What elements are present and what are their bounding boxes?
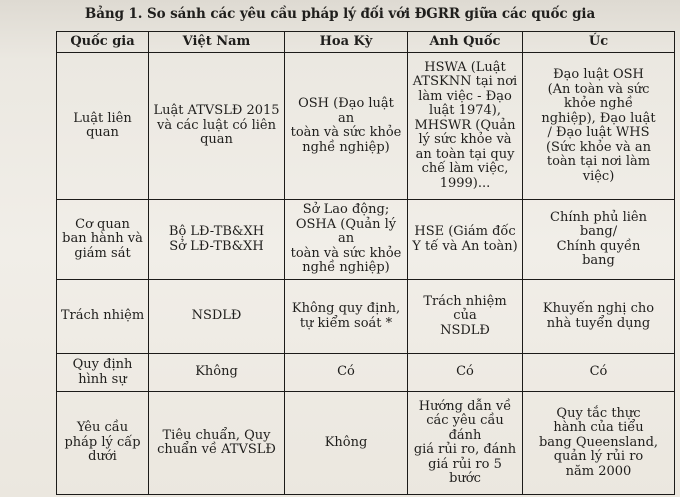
table-caption: Bảng 1. So sánh các yêu cầu pháp lý đối với ĐGRR giữa các quốc gia <box>84 6 596 22</box>
table-cell: HSWA (Luật ATSKNN tại nơi làm việc - Đạo luật 1974), MHSWR (Quản lý sức khỏe và an toàn tại quy chế làm việc, 1999)... <box>408 53 523 200</box>
table-cell: HSE (Giám đốc Y tế và An toàn) <box>408 200 523 280</box>
table-cell: Chính phủ liên bang/ Chính quyền bang <box>523 200 675 280</box>
table-header-row <box>57 32 675 53</box>
table-cell: Khuyến nghị cho nhà tuyển dụng <box>523 280 675 354</box>
table-cell: Bộ LĐ-TB&XH Sở LĐ-TB&XH <box>149 200 285 280</box>
table-cell: Có <box>523 354 675 392</box>
table-row <box>57 354 675 392</box>
table-cell: Sở Lao động; OSHA (Quản lý an toàn và sức khỏe nghề nghiệp) <box>285 200 408 280</box>
table-cell: Quy tắc thực hành của tiểu bang Queensland, quản lý rủi ro năm 2000 <box>523 392 675 495</box>
table-row <box>57 53 675 200</box>
header-country: Quốc gia <box>57 32 149 53</box>
table-cell: NSDLĐ <box>149 280 285 354</box>
table-cell: Tiêu chuẩn, Quy chuẩn về ATVSLĐ <box>149 392 285 495</box>
table-row <box>57 392 675 495</box>
table-cell: Không <box>149 354 285 392</box>
row-label-issuing-agency: Cơ quan ban hành và giám sát <box>57 200 149 280</box>
table-cell: Không quy định, tự kiểm soát * <box>285 280 408 354</box>
comparison-table <box>56 31 675 495</box>
row-label-related-law: Luật liên quan <box>57 53 149 200</box>
header-australia: Úc <box>523 32 675 53</box>
table-cell: Hướng dẫn về các yêu cầu đánh giá rủi ro, đánh giá rủi ro 5 bước <box>408 392 523 495</box>
table-cell: Có <box>408 354 523 392</box>
header-uk: Anh Quốc <box>408 32 523 53</box>
table-cell: Đạo luật OSH (An toàn và sức khỏe nghề nghiệp), Đạo luật / Đạo luật WHS (Sức khỏe và an toàn tại nơi làm việc) <box>523 53 675 200</box>
row-label-responsibility: Trách nhiệm <box>57 280 149 354</box>
header-vietnam: Việt Nam <box>149 32 285 53</box>
table-cell: Không <box>285 392 408 495</box>
header-usa: Hoa Kỳ <box>285 32 408 53</box>
table-cell: Luật ATVSLĐ 2015 và các luật có liên quan <box>149 53 285 200</box>
table-row <box>57 200 675 280</box>
table-row <box>57 280 675 354</box>
table-cell: Trách nhiệm của NSDLĐ <box>408 280 523 354</box>
row-label-criminal-regulation: Quy định hình sự <box>57 354 149 392</box>
table-cell: Có <box>285 354 408 392</box>
row-label-sublegal-requirements: Yêu cầu pháp lý cấp dưới <box>57 392 149 495</box>
table-cell: OSH (Đạo luật an toàn và sức khỏe nghề nghiệp) <box>285 53 408 200</box>
